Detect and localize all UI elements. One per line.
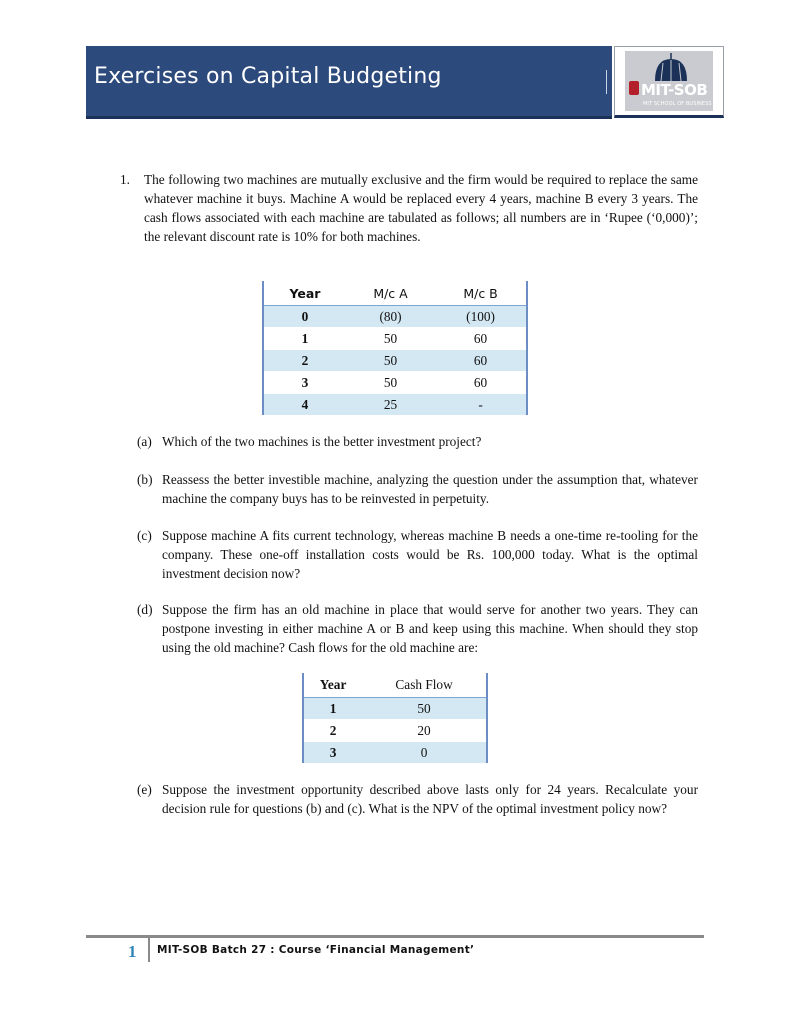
table-cell: 1 — [303, 698, 362, 720]
table-cell: 50 — [346, 350, 435, 372]
page-title: Exercises on Capital Budgeting — [94, 64, 442, 89]
table-header-row — [303, 673, 487, 698]
table-row — [303, 698, 487, 720]
table-cell: (80) — [346, 306, 435, 328]
part-label: (d) — [137, 602, 153, 617]
part-d — [137, 600, 698, 657]
column-header: Year — [319, 677, 347, 692]
table-cell: 3 — [301, 374, 309, 390]
question-1 — [120, 170, 698, 246]
table-cell: 50 — [383, 374, 398, 390]
table-cell: 4 — [263, 394, 346, 416]
logo-subtext: MIT SCHOOL OF BUSINESS — [643, 101, 712, 107]
logo-background — [625, 51, 713, 111]
part-e — [137, 780, 698, 818]
table-cell: 60 — [473, 374, 488, 390]
table-cell: - — [435, 394, 527, 416]
part-text: Which of the two machines is the better investment project? — [162, 434, 482, 449]
part-label: (e) — [137, 782, 152, 797]
question-number: 1. — [120, 172, 130, 187]
table-row — [303, 720, 487, 742]
table-cell: 1 — [301, 330, 309, 346]
part-text: Suppose machine A fits current technology, whereas machine B needs a one-time re-tooling for the company. These one-off installation costs would be Rs. 100,000 today. What is the optimal investment decision now? — [162, 528, 698, 581]
cash-flow-table-machines — [262, 281, 528, 415]
part-label: (c) — [137, 528, 152, 543]
part-text: Suppose the investment opportunity described above lasts only for 24 years. Recalculate your decision rule for questions (b) and (c). What is the NPV of the optimal investment policy now? — [162, 782, 698, 816]
part-b — [137, 470, 698, 508]
table-cell: 60 — [435, 350, 527, 372]
part-c — [137, 526, 698, 583]
table-row — [263, 328, 527, 350]
table-cell: 0 — [263, 306, 346, 328]
dome-icon — [651, 53, 691, 83]
footer-separator — [148, 938, 150, 962]
table-cell: 50 — [383, 330, 398, 346]
column-header: M/c A — [373, 285, 408, 301]
logo-text: MIT-SOB — [641, 81, 708, 99]
table-header-row — [263, 281, 527, 306]
footer-rule — [86, 935, 704, 938]
part-text: Reassess the better investible machine, analyzing the question under the assumption that, whatever machine the company buys has to be reinvested in perpetuity. — [162, 472, 698, 506]
table-row — [263, 306, 527, 328]
table-cell: 3 — [303, 742, 362, 764]
header-divider — [606, 70, 607, 94]
table-cell: 25 — [346, 394, 435, 416]
table-cell: 20 — [417, 722, 431, 738]
logo — [614, 46, 724, 118]
table-row — [263, 372, 527, 394]
column-header: Year — [289, 285, 321, 301]
table-row — [303, 742, 487, 764]
part-a — [137, 432, 698, 451]
table-cell: 2 — [263, 350, 346, 372]
table-cell: (100) — [435, 306, 527, 328]
page-number: 1 — [128, 942, 137, 961]
column-header: M/c B — [463, 285, 498, 301]
crest-icon — [629, 81, 639, 95]
column-header: Cash Flow — [395, 677, 453, 692]
table-cell: 50 — [362, 698, 487, 720]
cash-flow-table-old-machine — [302, 673, 488, 763]
question-text: The following two machines are mutually exclusive and the firm would be required to replace the same whatever machine it buys. Machine A would be replaced every 4 years, machine B every 3 years. The cash flows associated with each machine are tabulated as follows; all numbers are in ‘Rupee (‘0,000)’; the relevant discount rate is 10% for both machines. — [144, 172, 698, 244]
table-row — [263, 394, 527, 416]
table-cell: 0 — [362, 742, 487, 764]
footer-text: MIT-SOB Batch 27 : Course ‘Financial Management’ — [157, 944, 475, 956]
part-text: Suppose the firm has an old machine in place that would serve for another two years. They can postpone investing in either machine A or B and keep using this machine. When should they stop using the old machine? Cash flows for the old machine are: — [162, 602, 698, 655]
part-label: (b) — [137, 472, 153, 487]
table-cell: 60 — [473, 330, 488, 346]
table-cell: 2 — [329, 722, 337, 738]
part-label: (a) — [137, 434, 152, 449]
table-row — [263, 350, 527, 372]
